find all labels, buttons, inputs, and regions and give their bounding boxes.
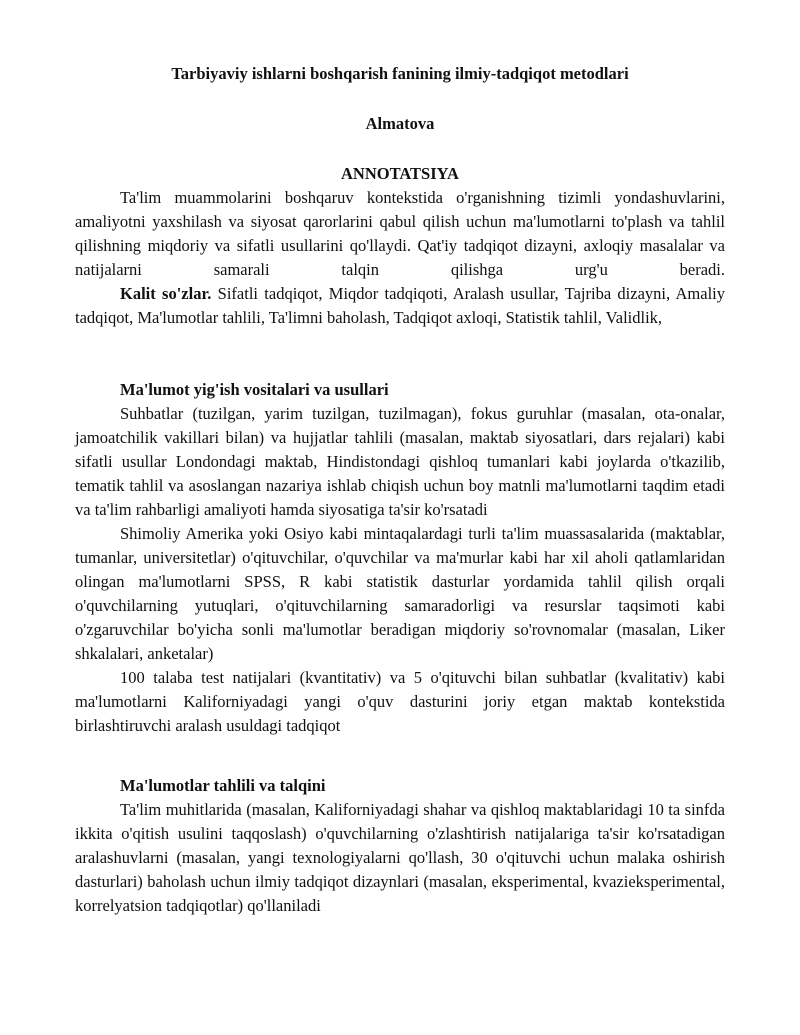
section-paragraph: 100 talaba test natijalari (kvantitativ) va 5 o'qituvchi bilan suhbatlar (kvalitativ) kabi ma'lumotlarni Kaliforniyadagi yangi o'quv dasturini joriy etgan maktab kontekstida birlashtiruvchi aralash usuldagi tadqiqot [75, 668, 725, 735]
annotation-heading: ANNOTATSIYA [341, 164, 459, 183]
keywords-label: Kalit so'zlar. [120, 284, 212, 303]
document-title: Tarbiyaviy ishlarni boshqarish fanining ilmiy-tadqiqot metodlari [171, 64, 629, 83]
keywords-text: Sifatli tadqiqot, Miqdor tadqiqoti, Aralash usullar, Tajriba dizayni, Amaliy tadqiqot, Ma'lumotlar tahlili, Ta'limni baholash, Tadqiqot axloqi, Statistik tahlil, Validlik, [75, 284, 725, 327]
section-heading-data-collection: Ma'lumot yig'ish vositalari va usullari [120, 380, 389, 399]
keywords-paragraph [75, 282, 725, 330]
section-paragraph: Suhbatlar (tuzilgan, yarim tuzilgan, tuzilmagan), fokus guruhlar (masalan, ota-onalar, jamoatchilik vakillari bilan) va hujjatlar tahlili (masalan, maktab siyosatlari, dars rejalari) kabi sifatli usullar Londondagi maktab, Hindistondagi qishloq tumanlari kabi joylarda o'tkazilib, tematik tahlil va asoslangan nazariya ishlab chiqish uchun boy matnli ma'lumotlarni taqdim etadi va ta'lim rahbarligi amaliyoti hamda siyosatiga ta'sir ko'rsatadi [75, 404, 725, 519]
section-paragraph: Ta'lim muhitlarida (masalan, Kaliforniyadagi shahar va qishloq maktablaridagi 10 ta sinfda ikkita o'qitish usulini taqqoslash) o'quvchilarning o'zlashtirish natijalariga ta'sir ko'rsatadigan aralashuvlarni (masalan, yangi texnologiyalarni qo'llash, 30 o'qituvchi uchun malaka oshirish dasturlari) baholash uchun ilmiy tadqiqot dizaynlari (masalan, eksperimental, kvazieksperimental, korrelyatsion tadqiqotlar) qo'llaniladi [75, 800, 725, 915]
author-name: Almatova [365, 114, 435, 133]
annotation-text: Ta'lim muammolarini boshqaruv kontekstida o'rganishning tizimli yondashuvlarini, amaliyotni yaxshilash va siyosat qarorlarini qabul qilish uchun ma'lumotlarni to'plash va tahlil qilishning miqdoriy va sifatli usullarini qo'llaydi. Qat'iy tadqiqot dizayni, axloqiy masalalar va natijalarni samarali talqin qilishga urg'u beradi. [75, 188, 725, 279]
section-paragraph: Shimoliy Amerika yoki Osiyo kabi mintaqalardagi turli ta'lim muassasalarida (maktablar, tumanlar, universitetlar) o'qituvchilar, o'quvchilar va ma'murlar kabi har xil aholi qatlamlaridan olingan ma'lumotlarni SPSS, R kabi statistik dasturlar yordamida tahlil qilish orqali o'quvchilarning yutuqlari, o'qituvchilarning samaradorligi va resurslar taqsimoti kabi o'zgaruvchilar bo'yicha sonli ma'lumotlar beradigan miqdoriy so'rovnomalar (masalan, Liker shkalalari, anketalar) [75, 524, 725, 663]
section-heading-data-analysis: Ma'lumotlar tahlili va talqini [120, 776, 326, 795]
document-page [75, 62, 725, 918]
